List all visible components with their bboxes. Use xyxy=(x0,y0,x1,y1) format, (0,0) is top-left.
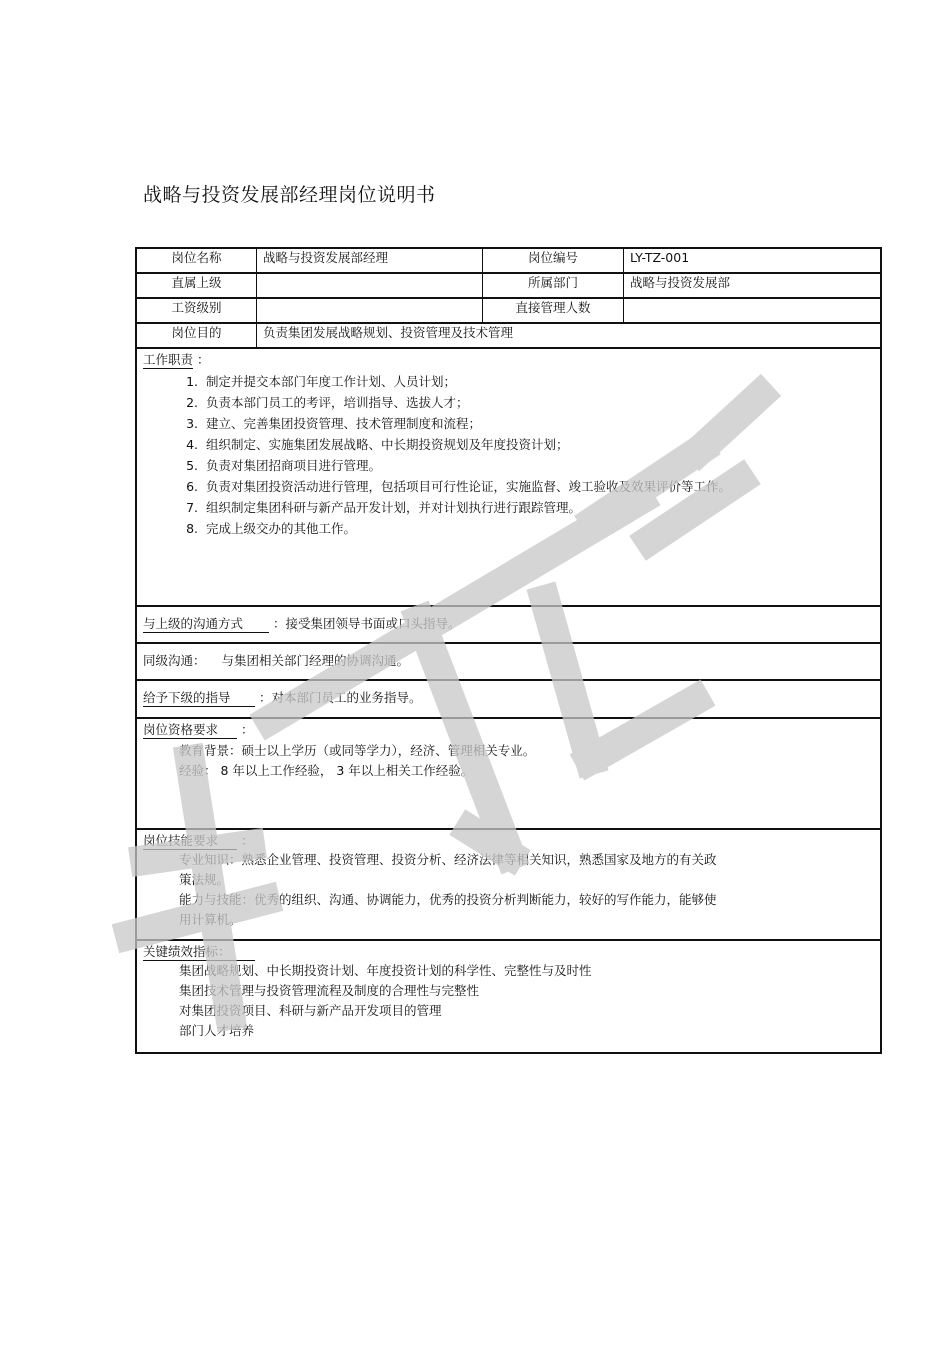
list-item: 集团战略规划、中长期投资计划、年度投资计划的科学性、完整性与及时性 xyxy=(179,963,592,978)
label-direct-reports: 直接管理人数 xyxy=(483,299,624,322)
label-position-name: 岗位名称 xyxy=(137,249,257,272)
experience-requirement: 经验： 8 年以上工作经验， 3 年以上相关工作经验。 xyxy=(179,763,474,778)
education-requirement: 教育背景：硕士以上学历（或同等学力），经济、管理相关专业。 xyxy=(179,743,536,758)
list-item: 集团技术管理与投资管理流程及制度的合理性与完整性 xyxy=(179,983,480,998)
list-item: 4. 组织制定、实施集团发展战略、中长期投资规划及年度投资计划； xyxy=(186,437,569,452)
comm-down-label: 给予下级的指导 xyxy=(143,689,255,707)
label-department: 所属部门 xyxy=(483,274,624,297)
section-kpi xyxy=(137,941,880,1052)
qualification-colon: ： xyxy=(240,722,254,737)
section-duties xyxy=(137,349,880,607)
knowledge-line-1: 专业知识：熟悉企业管理、投资管理、投资分析、经济法律等相关知识，熟悉国家及地方的有关政 xyxy=(179,852,717,867)
ability-line-2: 用计算机。 xyxy=(179,912,242,927)
skills-label: 岗位技能要求 xyxy=(143,832,237,850)
list-item: 7. 组织制定集团科研与新产品开发计划，并对计划执行进行跟踪管理。 xyxy=(186,500,582,515)
header-row-purpose xyxy=(137,324,880,349)
comm-peer-text: 与集团相关部门经理的协调沟通。 xyxy=(221,653,410,668)
value-position-purpose: 负责集团发展战略规划、投资管理及技术管理 xyxy=(263,325,514,340)
job-description-form xyxy=(135,247,882,1054)
list-item: 3. 建立、完善集团投资管理、技术管理制度和流程； xyxy=(186,416,482,431)
list-item: 对集团投资项目、科研与新产品开发项目的管理 xyxy=(179,1003,442,1018)
header-row-position xyxy=(137,249,880,274)
section-qualification xyxy=(137,719,880,830)
section-communication-superior xyxy=(137,607,880,644)
skills-colon: ： xyxy=(240,833,254,848)
list-item: 部门人才培养 xyxy=(179,1023,255,1038)
value-salary-grade xyxy=(257,299,483,322)
duties-colon: ： xyxy=(197,352,210,367)
qualification-label: 岗位资格要求 xyxy=(143,721,237,739)
list-item: 5. 负责对集团招商项目进行管理。 xyxy=(186,458,382,473)
label-position-purpose: 岗位目的 xyxy=(137,324,257,347)
duties-list xyxy=(143,373,874,538)
comm-down-text: ：对本部门员工的业务指导。 xyxy=(258,690,422,705)
value-direct-superior xyxy=(257,274,483,297)
section-guidance-subordinate xyxy=(137,681,880,719)
knowledge-line-2: 策法规。 xyxy=(179,872,230,887)
comm-up-text: ：接受集团领导书面或口头指导。 xyxy=(272,616,461,631)
document-title: 战略与投资发展部经理岗位说明书 xyxy=(143,184,436,206)
list-item: 6. 负责对集团投资活动进行管理，包括项目可行性论证，实施监督、竣工验收及效果评价等工作。 xyxy=(186,479,732,494)
value-direct-reports xyxy=(624,299,880,322)
ability-line-1: 能力与技能：优秀的组织、沟通、协调能力，优秀的投资分析判断能力，较好的写作能力，能够使 xyxy=(179,892,717,907)
list-item: 8. 完成上级交办的其他工作。 xyxy=(186,521,357,536)
section-skills xyxy=(137,830,880,941)
list-item: 1. 制定并提交本部门年度工作计划、人员计划； xyxy=(186,374,457,389)
comm-up-label: 与上级的沟通方式 xyxy=(143,615,269,633)
header-row-salary xyxy=(137,299,880,324)
label-position-code: 岗位编号 xyxy=(483,249,624,272)
header-row-superior xyxy=(137,274,880,299)
label-salary-grade: 工资级别 xyxy=(137,299,257,322)
section-communication-peer xyxy=(137,644,880,681)
value-position-name: 战略与投资发展部经理 xyxy=(257,249,483,272)
duties-label: 工作职责 xyxy=(143,352,194,367)
list-item: 2. 负责本部门员工的考评，培训指导、选拔人才； xyxy=(186,395,469,410)
label-direct-superior: 直属上级 xyxy=(137,274,257,297)
comm-peer-label: 同级沟通： xyxy=(143,653,206,668)
value-department: 战略与投资发展部 xyxy=(630,275,731,290)
kpi-label: 关键绩效指标： xyxy=(143,943,255,961)
value-position-code: LY-TZ-001 xyxy=(630,250,690,265)
